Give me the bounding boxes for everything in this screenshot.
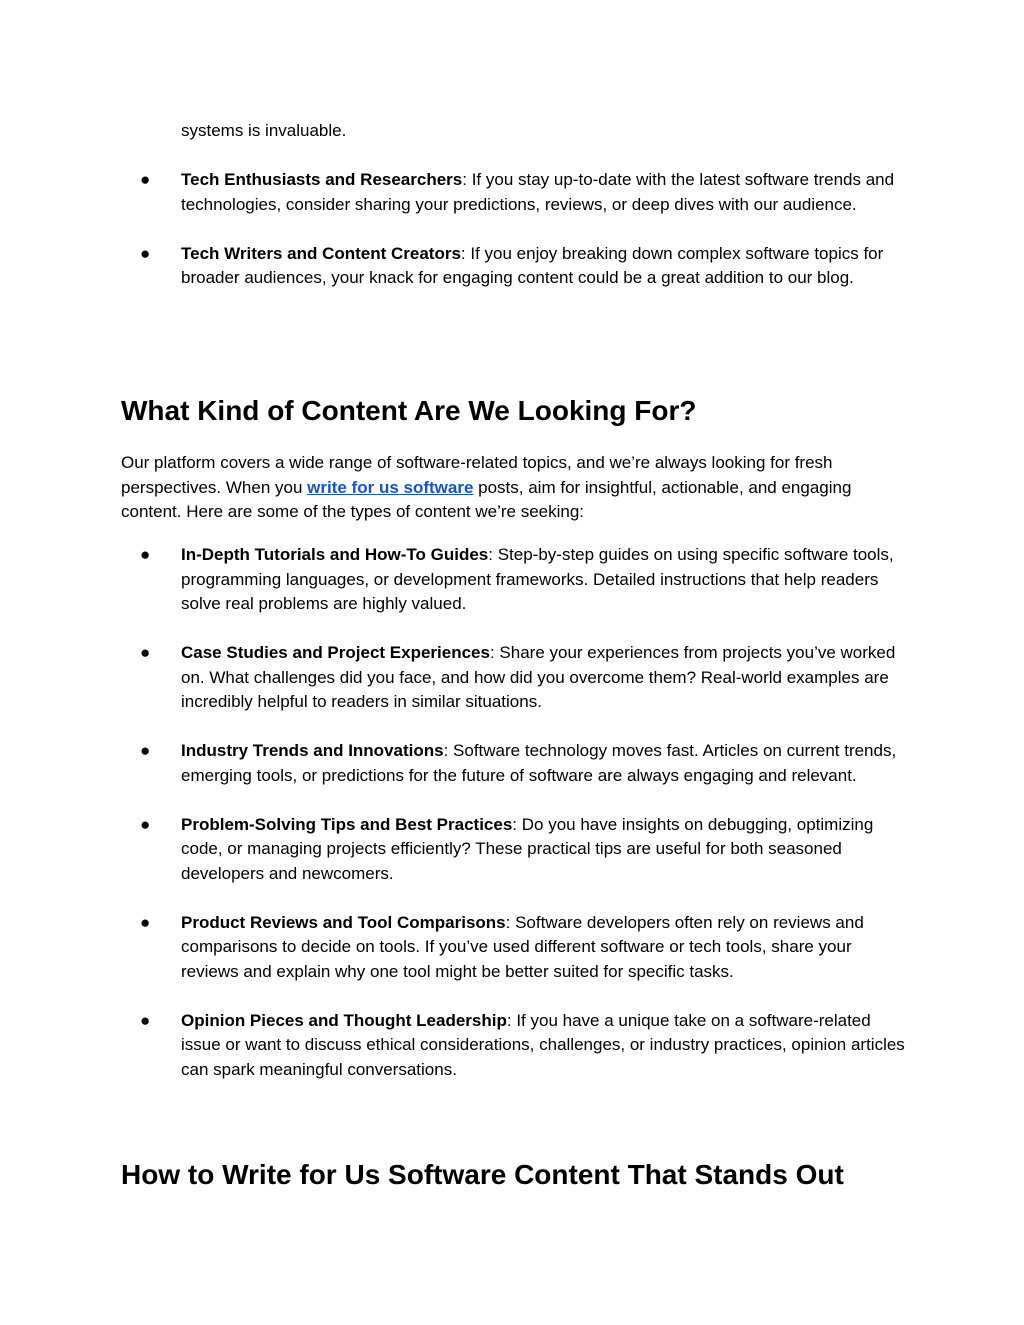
- bullet-icon: ●: [140, 243, 151, 263]
- list-item: [121, 813, 911, 887]
- bullet-icon: ●: [140, 1010, 151, 1030]
- bullet-icon: ●: [140, 545, 151, 564]
- list-item-desc: : If you have a unique take on a software-related issue or want to discuss ethical considerations, challenges, or industry practices, opinion articles can spark meaningful conversations.: [181, 1010, 905, 1079]
- continuation-text: systems is invaluable.: [181, 121, 347, 140]
- bullet-icon: ●: [140, 814, 151, 834]
- bullet-icon: ●: [140, 170, 151, 189]
- list-item-term: Tech Enthusiasts and Researchers: [181, 170, 463, 189]
- list-item-desc: : If you enjoy breaking down complex software topics for broader audiences, your knack for engaging content could be a great addition to our blog.: [181, 243, 884, 287]
- write-for-us-software-link[interactable]: write for us software: [307, 477, 474, 497]
- intro-text-before: Our platform covers a wide range of software-related topics, and we’re always looking for fresh perspectives. When you: [121, 453, 833, 497]
- list-item-desc: : If you stay up-to-date with the latest software trends and technologies, consider sharing your predictions, reviews, or deep dives with our audience.: [181, 170, 895, 214]
- list-item-term: Problem-Solving Tips and Best Practices: [181, 814, 513, 834]
- list-item-desc: : Step-by-step guides on using specific software tools, programming languages, or development frameworks. Detailed instructions that help readers solve real problems are highly valued.: [181, 545, 894, 613]
- list-item-desc: : Software developers often rely on reviews and comparisons to decide on tools. If you’ve used different software or tech tools, share your reviews and explain why one tool might be better suited for specific tasks.: [181, 912, 864, 981]
- list-item: [121, 543, 911, 617]
- bullet-icon: ●: [140, 643, 151, 662]
- list-item-term: Opinion Pieces and Thought Leadership: [181, 1010, 507, 1030]
- list-item: [121, 641, 911, 715]
- list-item-desc: : Share your experiences from projects you’ve worked on. What challenges did you face, and how did you overcome them? Real-world examples are incredibly helpful to readers in similar situations.: [181, 643, 896, 711]
- list-item-term: Case Studies and Project Experiences: [181, 643, 490, 662]
- intro-text-after: posts, aim for insightful, actionable, and engaging content. Here are some of the types of content we’re seeking:: [121, 477, 852, 521]
- list-item: [121, 1009, 911, 1083]
- list-item-term: Industry Trends and Innovations: [181, 741, 444, 760]
- list-item: [121, 242, 911, 291]
- list-item-desc: : Software technology moves fast. Articles on current trends, emerging tools, or predictions for the future of software are always engaging and relevant.: [181, 741, 897, 785]
- bullet-icon: ●: [140, 912, 151, 932]
- section-intro-paragraph: [121, 451, 911, 525]
- list-item-term: Product Reviews and Tool Comparisons: [181, 912, 506, 932]
- section-heading-how-to-write: How to Write for Us Software Content That Stands Out: [121, 1159, 844, 1190]
- list-item-term: In-Depth Tutorials and How-To Guides: [181, 545, 489, 564]
- list-item: [121, 739, 911, 788]
- section-heading-content-kind: What Kind of Content Are We Looking For?: [121, 395, 697, 426]
- list-item-desc: : Do you have insights on debugging, optimizing code, or managing projects efficiently? These practical tips are useful for both seasoned developers and newcomers.: [181, 814, 874, 883]
- list-item: [121, 168, 911, 217]
- bullet-icon: ●: [140, 741, 151, 760]
- audience-list: [121, 168, 921, 315]
- list-item-term: Tech Writers and Content Creators: [181, 243, 461, 263]
- content-types-list: [121, 543, 921, 1107]
- list-item: [121, 911, 911, 985]
